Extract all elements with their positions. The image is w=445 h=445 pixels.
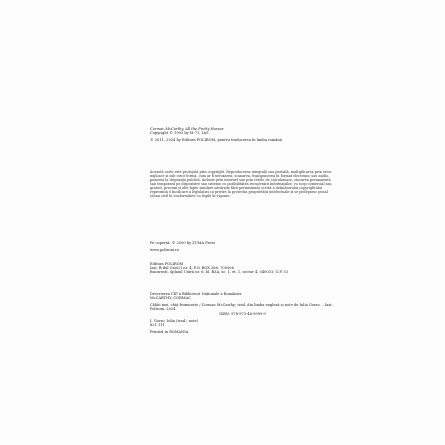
- copyright-notice-text: Această carte este protejată prin copyright. Reproducerea integrală sau parțială, multiplicarea prin orice mijloace și sub orice formă, cum ar fi xeroxarea, scanarea, transpunerea în format electronic sau audio, punerea la dispoziția publică, inclusiv prin internet sau prin rețele de calculatoare, stocarea permanentă sau temporară pe dispozitive sau sisteme cu posibilitatea recuperării informațiilor, cu scop comercial sau gratuit, precum și alte fapte similare săvârșite fără permisiunea scrisă a deținătorului copyrightului reprezintă o încălcare a legislației cu privire la protecția proprietății intelectuale și se pedepsesc penal și/sau civil în conformitate cu legile în vigoare.: [150, 170, 332, 199]
- copyright-notice: [150, 170, 335, 199]
- website-line: www.polirom.ro: [150, 248, 180, 253]
- cip-heading: Descrierea CIP a Bibliotecii Naționale a României:: [150, 292, 243, 296]
- translation-copyright-line: © 2011, 2024 by Editura POLIROM, pentru traducerea în limba română: [150, 138, 282, 143]
- original-copyright-line: Copyright © 1992 by M-71, Ltd.: [150, 131, 209, 136]
- publisher-address-iasi: Iași, B-dul Carol I nr. 4; P.O. BOX 266, 700506: [150, 266, 234, 271]
- printed-in-line: Printed in ROMANIA: [150, 329, 189, 334]
- publisher-address: [150, 262, 335, 274]
- publisher-address-bucuresti: București, Splaiul Unirii nr. 6, bl. B3A, sc. 1, et. 1, sector 4, 040031, O.P. 53: [150, 270, 288, 275]
- cip-description: [150, 292, 335, 334]
- cover-credit-line: Pe copertă: © 2000 by ZUMA Press: [150, 241, 216, 245]
- cip-translator-line: I. Gorzo, Iulia (trad.; note): [150, 318, 199, 323]
- cip-title-line: Câlăii mei, câtă frumusețe / Cormac McCarthy; trad. din limba engleză și note de Iulia Gorzo. – Iași: Polirom, 2024: [150, 303, 333, 312]
- isbn-line: ISBN: 978-973-46-9999-9: [219, 311, 266, 316]
- copyright-header: [150, 127, 335, 142]
- publisher-name: Editura POLIROM: [150, 262, 184, 266]
- cip-author: McCARTHY, CORMAC: [150, 296, 191, 301]
- cover-credits: [150, 241, 335, 252]
- original-title-line: Cormac McCarthy, All the Pretty Horses: [150, 127, 224, 131]
- cip-classification: 821.111: [150, 322, 165, 327]
